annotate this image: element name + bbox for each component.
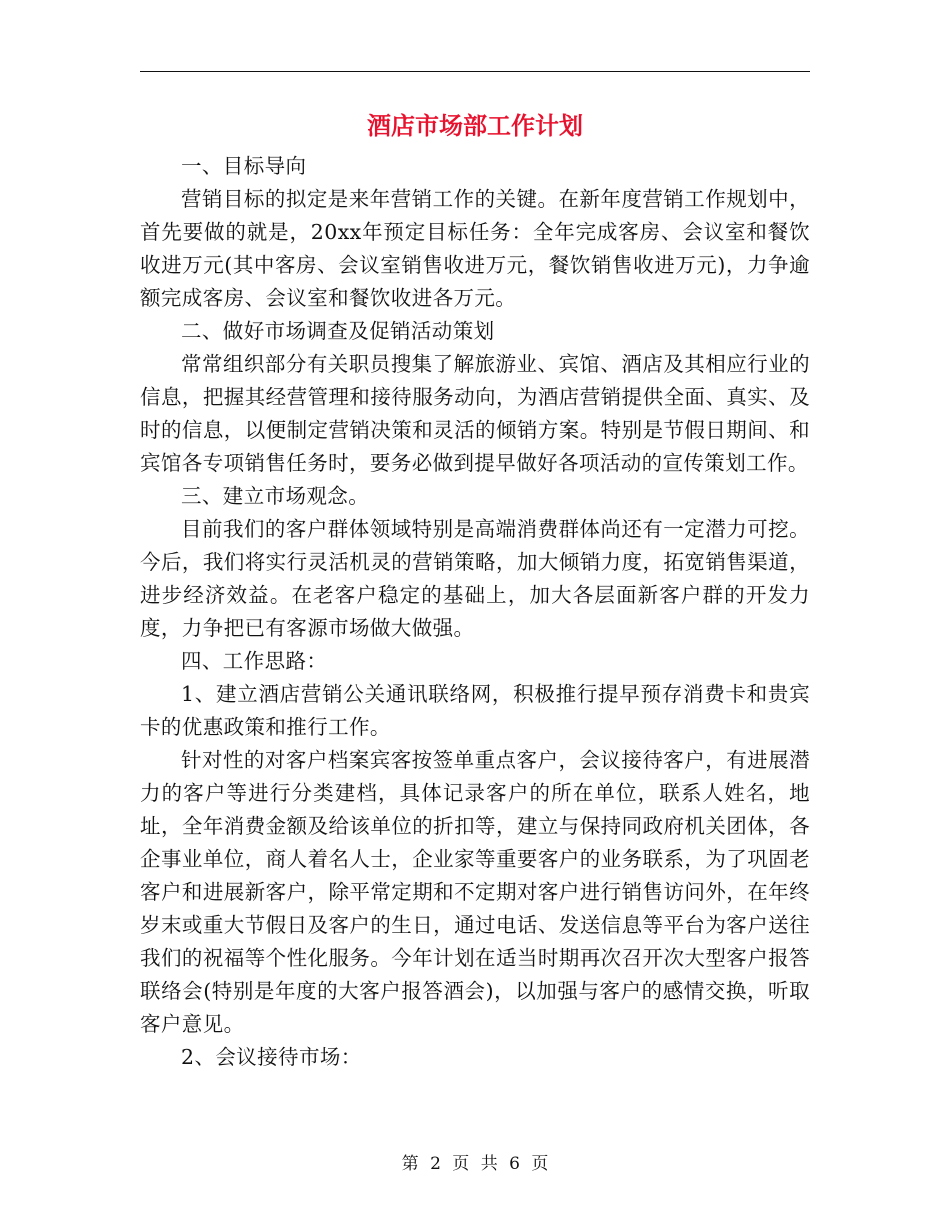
header-rule xyxy=(140,71,810,72)
section-heading-goals: 一、目标导向 xyxy=(181,154,307,178)
paragraph-customer-archives: 针对性的对客户档案宾客按签单重点客户，会议接待客户，有进展潜力的客户等进行分类建档，具体记录客户的所在单位，联系人姓名，地址，全年消费金额及给该单位的折扣等，建立与保持同政府机关团体，各企事业单位，商人着名人士，企业家等重要客户的业务联系，为了巩固老客户和进展新客户，除平常定期和不定期对客户进行销售访问外，在年终岁末或重大节假日及客户的生日，通过电话、发送信息等平台为客户送往我们的祝福等个性化服务。今年计划在适当时期再次召开次大型客户报答联络会(特别是年度的大客户报答酒会)，以加强与客户的感情交换，听取客户意见。 xyxy=(140,748,810,1036)
document-title: 酒店市场部工作计划 xyxy=(367,112,583,140)
page-number-footer: 第 2 页 共 6 页 xyxy=(401,1154,549,1174)
paragraph-market-concept: 目前我们的客户群体领域特别是高端消费群体尚还有一定潜力可挖。今后，我们将实行灵活机灵的营销策略，加大倾销力度，拓宽销售渠道，进步经济效益。在老客户稳定的基础上，加大各层面新客户群的开发力度，力争把已有客源市场做大做强。 xyxy=(140,517,810,640)
document-body xyxy=(140,150,810,1074)
section-heading-work-ideas: 四、工作思路： xyxy=(181,649,328,673)
paragraph-item-2: 2、会议接待市场： xyxy=(181,1045,362,1069)
paragraph-item-1: 1、建立酒店营销公关通讯联络网，积极推行提早预存消费卡和贵宾卡的优惠政策和推行工作。 xyxy=(140,682,810,739)
section-heading-market-concept: 三、建立市场观念。 xyxy=(181,484,370,508)
paragraph-market-research: 常常组织部分有关职员搜集了解旅游业、宾馆、酒店及其相应行业的信息，把握其经营管理和接待服务动向，为酒店营销提供全面、真实、及时的信息，以便制定营销决策和灵活的倾销方案。特别是节假日期间、和宾馆各专项销售任务时，要务必做到提早做好各项活动的宣传策划工作。 xyxy=(140,352,810,475)
paragraph-goals: 营销目标的拟定是来年营销工作的关键。在新年度营销工作规划中，首先要做的就是，20xx年预定目标任务：全年完成客房、会议室和餐饮收进万元(其中客房、会议室销售收进万元，餐饮销售收进万元)，力争逾额完成客房、会议室和餐饮收进各万元。 xyxy=(140,187,810,310)
section-heading-market-research: 二、做好市场调查及促销活动策划 xyxy=(181,319,495,343)
